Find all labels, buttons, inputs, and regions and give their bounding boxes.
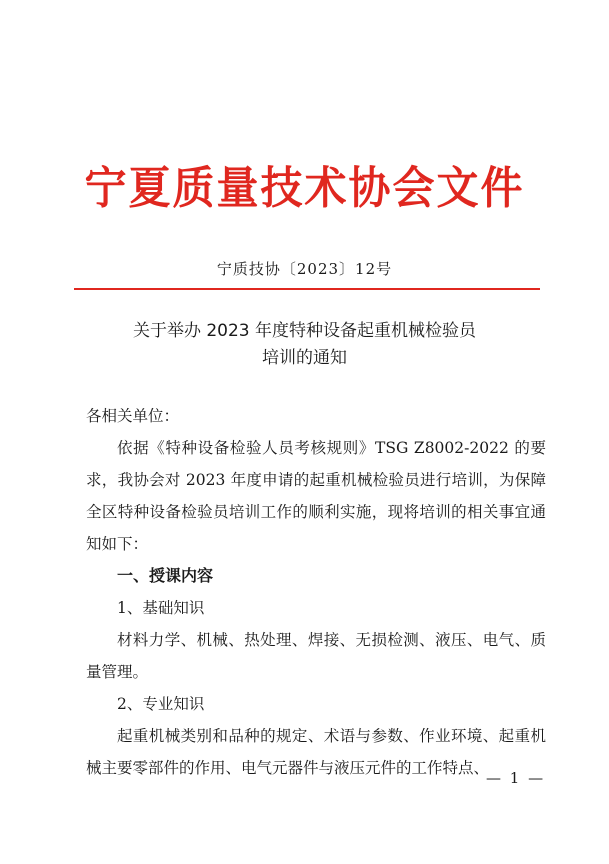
item-paragraph-2: 起重机械类别和品种的规定、术语与参数、作业环境、起重机械主要零部件的作用、电气元器件与液压元件的工作特点、: [86, 727, 546, 777]
intro-paragraph: 依据《特种设备检验人员考核规则》TSG Z8002-2022 的要求，我协会对 2023 年度申请的起重机械检验员进行培训，为保障全区特种设备检验员培训工作的顺利实施，现将培训的相关事宜通知如下：: [86, 439, 546, 553]
page-number: — 1 —: [486, 769, 546, 787]
document-body: [86, 400, 546, 784]
item-heading-1: 1、基础知识: [117, 599, 205, 617]
notice-title: [0, 318, 609, 372]
issuer-header-title: 宁夏质量技术协会文件: [84, 161, 525, 214]
red-divider-line: [74, 288, 540, 290]
item-paragraph-1: 材料力学、机械、热处理、焊接、无损检测、液压、电气、质量管理。: [86, 631, 546, 681]
notice-title-line2: 培训的通知: [262, 348, 347, 368]
document-number: 宁质技协〔2023〕12号: [216, 260, 393, 278]
section-heading-1: 一、授课内容: [117, 566, 214, 585]
salutation: 各相关单位：: [86, 407, 180, 425]
notice-title-line1: 关于举办 2023 年度特种设备起重机械检验员: [132, 321, 477, 341]
item-heading-2: 2、专业知识: [117, 695, 205, 713]
